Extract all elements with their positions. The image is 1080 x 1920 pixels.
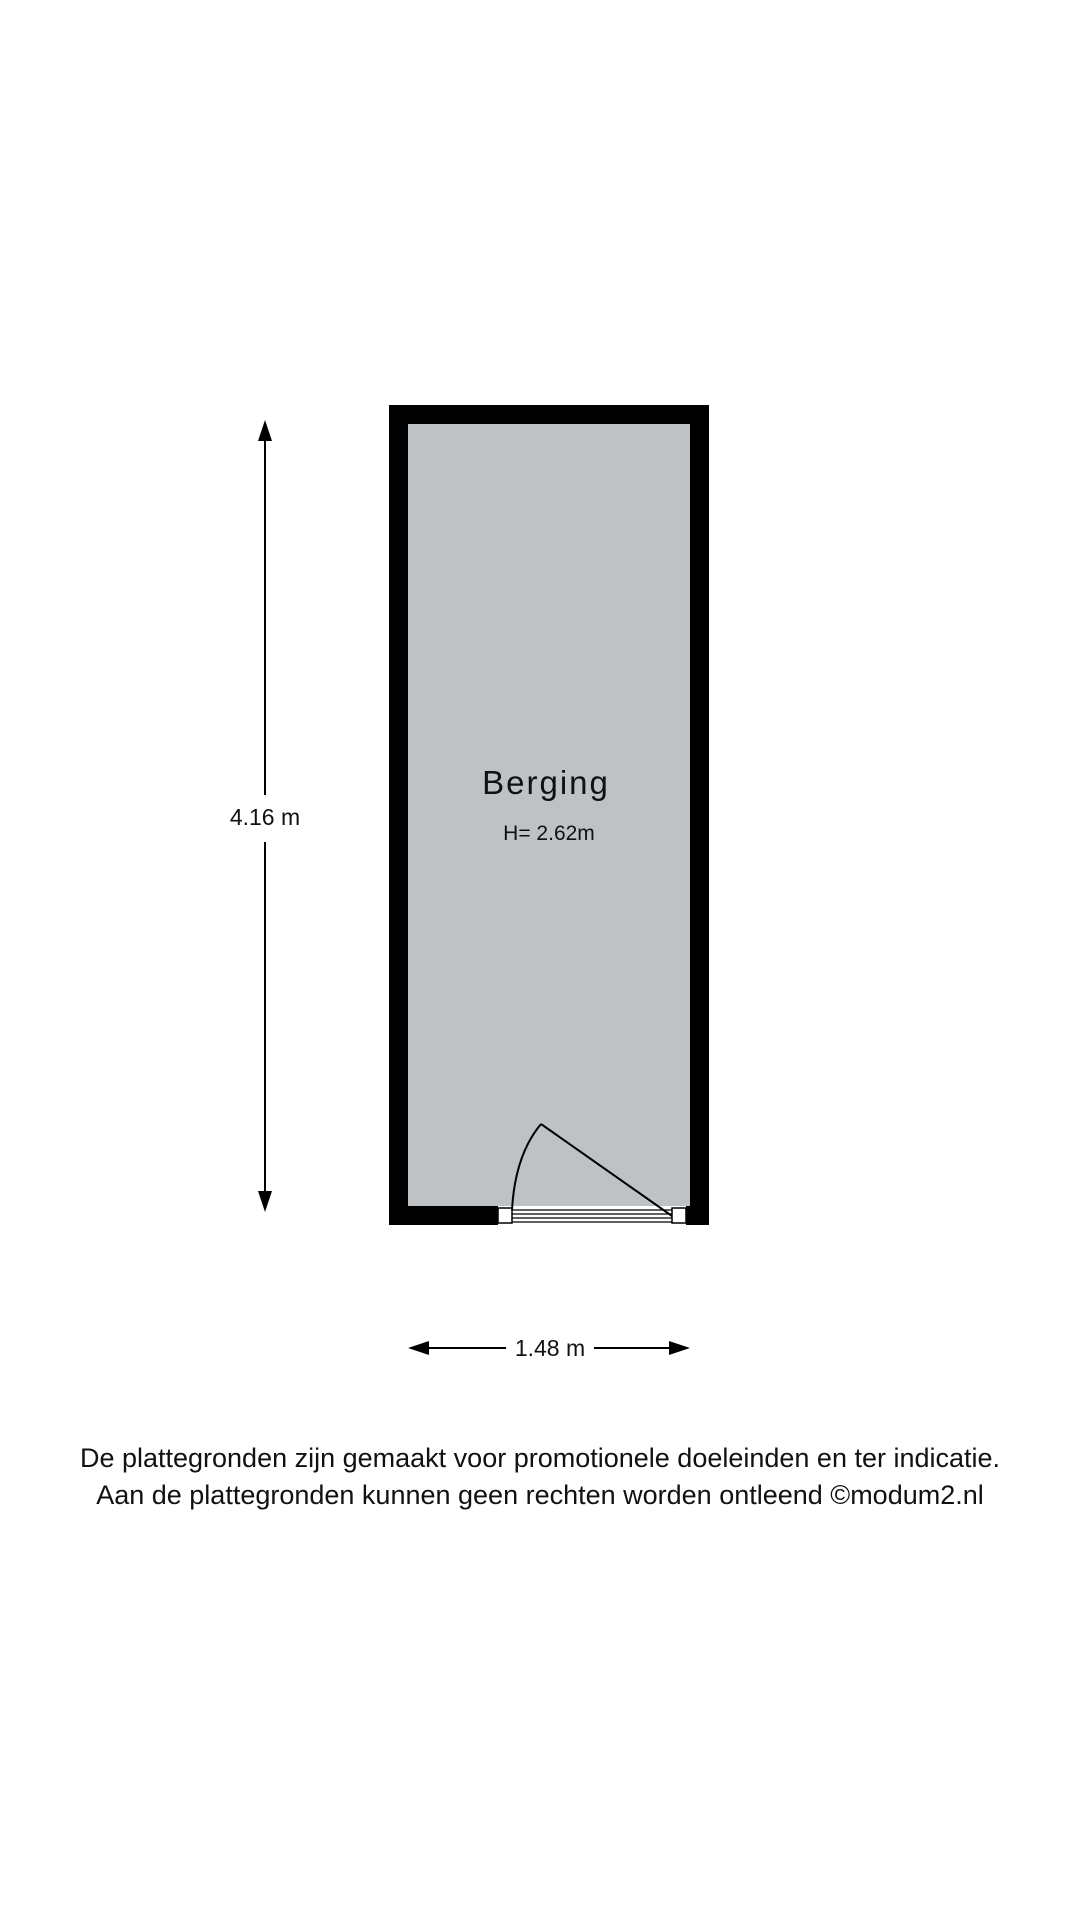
disclaimer-line-1: De plattegronden zijn gemaakt voor promotionele doeleinden en ter indicatie. bbox=[79, 1443, 1001, 1473]
arrow-right-icon bbox=[669, 1341, 690, 1355]
vertical-dimension-label: 4.16 m bbox=[229, 804, 301, 830]
disclaimer-line-2: Aan de plattegronden kunnen geen rechten worden ontleend ©modum2.nl bbox=[96, 1480, 984, 1510]
disclaimer bbox=[0, 1440, 1080, 1514]
horizontal-dimension bbox=[408, 1335, 690, 1361]
arrow-down-icon bbox=[258, 1191, 272, 1212]
room-floor bbox=[408, 424, 690, 1206]
room-name: Berging bbox=[482, 764, 610, 801]
vertical-dimension bbox=[230, 420, 300, 1212]
arrow-up-icon bbox=[258, 420, 272, 441]
horizontal-dimension-label: 1.48 m bbox=[514, 1335, 586, 1361]
arrow-left-icon bbox=[408, 1341, 429, 1355]
room-height: H= 2.62m bbox=[503, 822, 595, 845]
